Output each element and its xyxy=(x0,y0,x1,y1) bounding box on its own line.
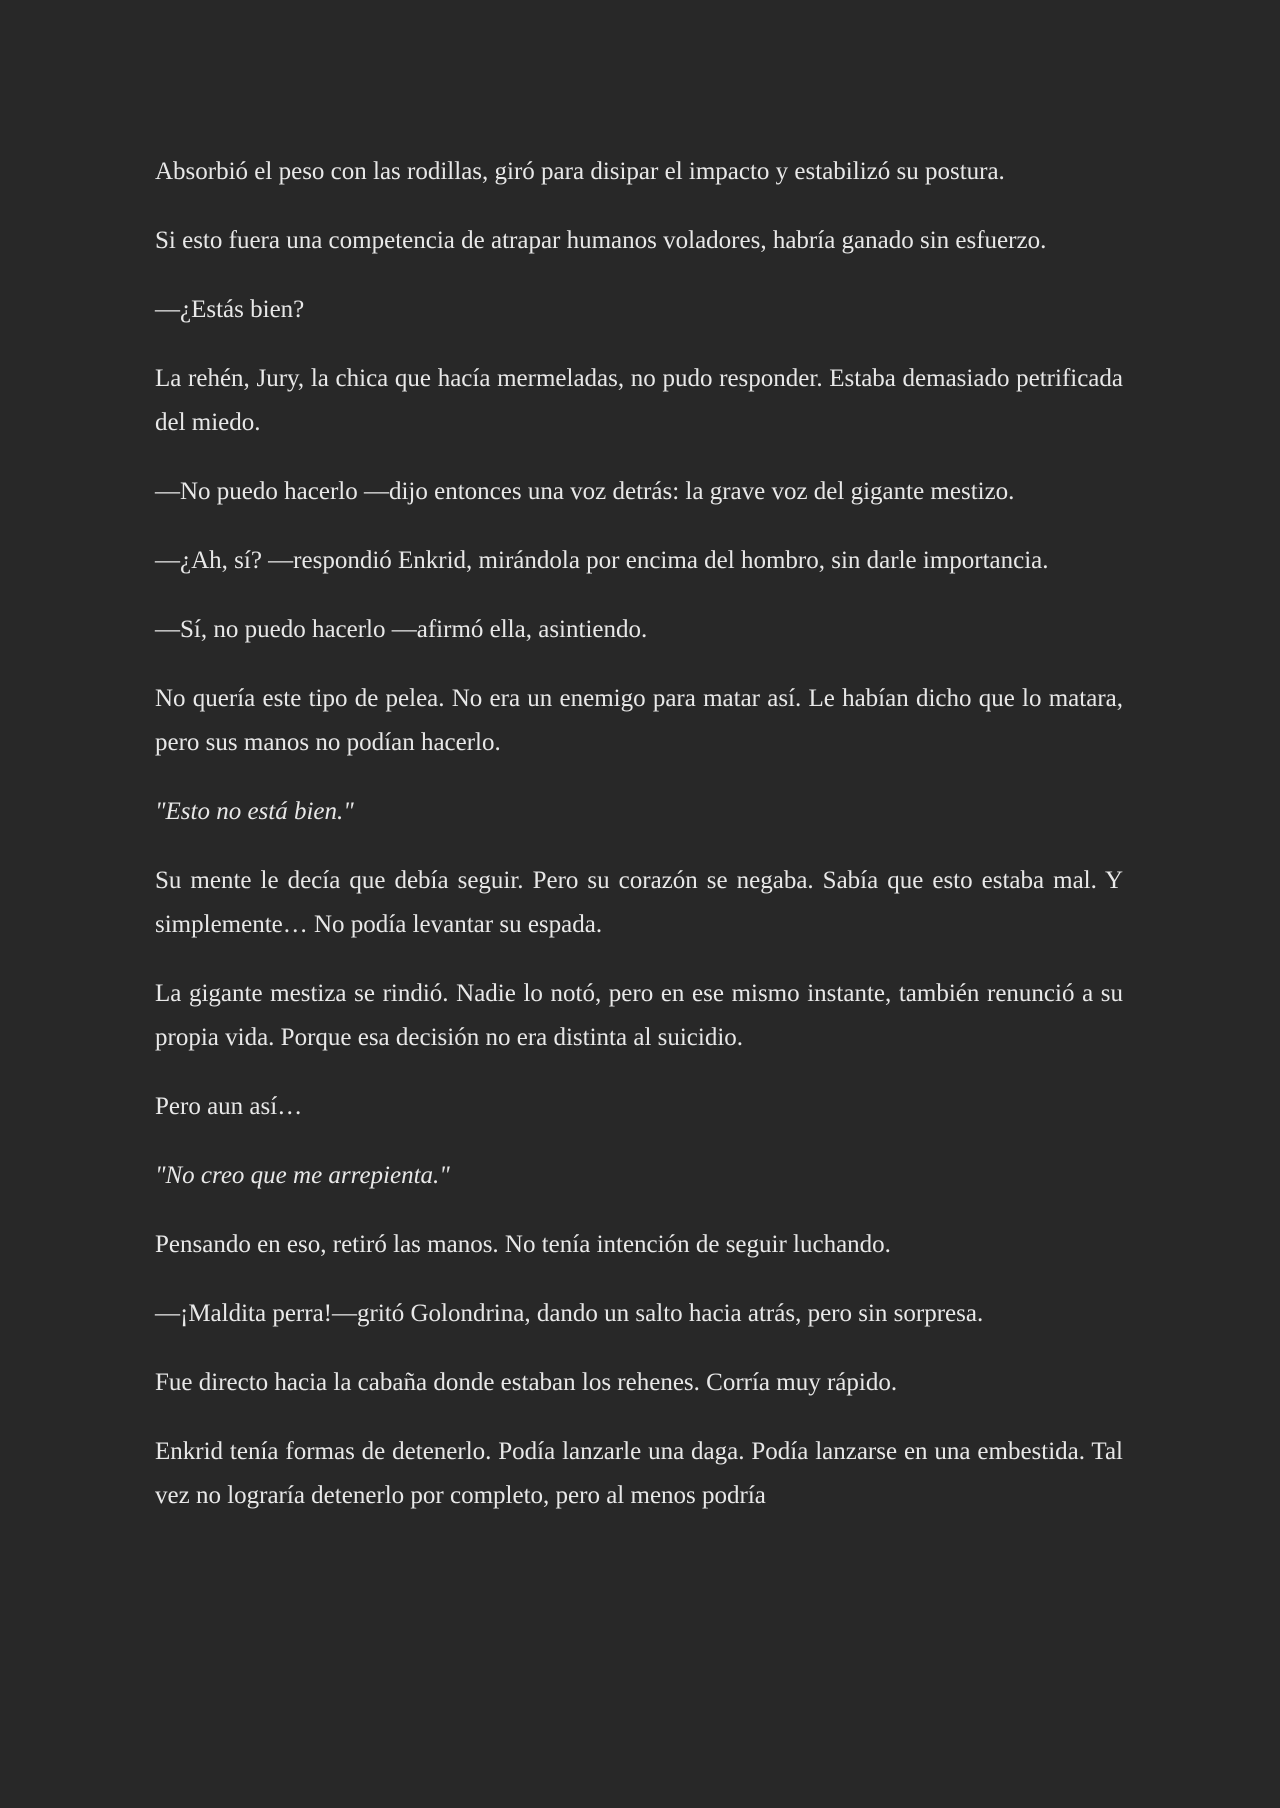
paragraph: —¿Ah, sí? —respondió Enkrid, mirándola por encima del hombro, sin darle importancia. xyxy=(155,547,1049,574)
paragraph: —¡Maldita perra!—gritó Golondrina, dando un salto hacia atrás, pero sin sorpresa. xyxy=(155,1300,984,1327)
reading-page xyxy=(155,150,1123,1543)
paragraph: Pensando en eso, retiró las manos. No tenía intención de seguir luchando. xyxy=(155,1231,891,1258)
paragraph: Si esto fuera una competencia de atrapar humanos voladores, habría ganado sin esfuerzo. xyxy=(155,227,1047,254)
paragraph: Fue directo hacia la cabaña donde estaban los rehenes. Corría muy rápido. xyxy=(155,1369,898,1396)
paragraph: —No puedo hacerlo —dijo entonces una voz detrás: la grave voz del gigante mestizo. xyxy=(155,478,1015,505)
paragraph: La rehén, Jury, la chica que hacía mermeladas, no pudo responder. Estaba demasiado petrificada del miedo. xyxy=(155,365,1123,436)
paragraph: Su mente le decía que debía seguir. Pero su corazón se negaba. Sabía que esto estaba mal. Y simplemente… No podía levantar su espada. xyxy=(155,867,1123,938)
italic-thought: "No creo que me arrepienta." xyxy=(155,1162,450,1189)
paragraph: No quería este tipo de pelea. No era un enemigo para matar así. Le habían dicho que lo matara, pero sus manos no podían hacerlo. xyxy=(155,685,1123,756)
paragraph: Enkrid tenía formas de detenerlo. Podía lanzarle una daga. Podía lanzarse en una embestida. Tal vez no lograría detenerlo por completo, pero al menos podría xyxy=(155,1438,1123,1509)
paragraph: La gigante mestiza se rindió. Nadie lo notó, pero en ese mismo instante, también renunció a su propia vida. Porque esa decisión no era distinta al suicidio. xyxy=(155,980,1123,1051)
paragraph: Pero aun así… xyxy=(155,1093,303,1120)
paragraph: —¿Estás bien? xyxy=(155,296,305,323)
paragraph: Absorbió el peso con las rodillas, giró para disipar el impacto y estabilizó su postura. xyxy=(155,158,1005,185)
italic-thought: "Esto no está bien." xyxy=(155,798,354,825)
paragraph: —Sí, no puedo hacerlo —afirmó ella, asintiendo. xyxy=(155,616,648,643)
